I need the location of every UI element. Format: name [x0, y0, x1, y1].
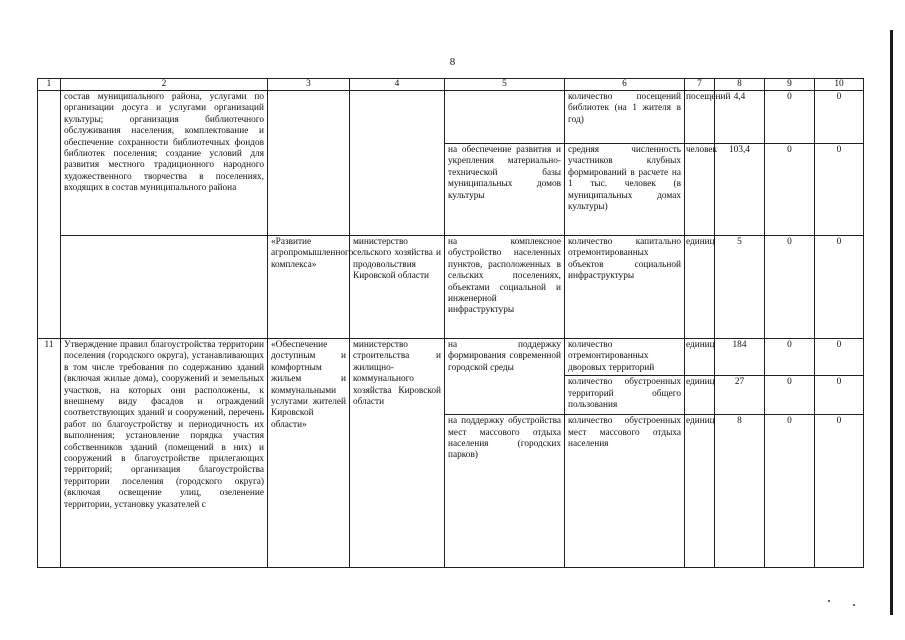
- table-row: [38, 91, 864, 144]
- indicator-cell: количество отремонтированных дворовых территорий: [565, 339, 685, 376]
- program-cell: [268, 91, 350, 236]
- value-cell: 0: [815, 91, 864, 144]
- value-cell: 8: [715, 415, 765, 568]
- table-row: [38, 339, 864, 376]
- indicator-cell: количество посещений библиотек (на 1 жителя в год): [565, 91, 685, 144]
- header-cell: 7: [685, 79, 715, 91]
- purpose-cell: на обеспечение развития и укрепления материально-технической базы муниципальных домов культуры: [445, 144, 565, 236]
- value-cell: 27: [715, 376, 765, 415]
- value-cell: 0: [815, 339, 864, 376]
- purpose-cell: [445, 91, 565, 144]
- unit-cell: единиц: [685, 415, 715, 568]
- value-cell: 103,4: [715, 144, 765, 236]
- value-cell: 0: [765, 339, 815, 376]
- purpose-cell: на комплексное обустройство населенных пунктов, расположенных в сельских поселениях, объектами социальной и инженерной инфраструктуры: [445, 236, 565, 339]
- program-cell: «Обеспечение доступным и комфортным жильем и коммунальными услугами жителей Кировской области»: [268, 339, 350, 568]
- indicator-cell: количество обустроенных мест массового отдыха населения: [565, 415, 685, 568]
- indicator-cell: количество капитально отремонтированных объектов социальной инфраструктуры: [565, 236, 685, 339]
- powers-cell: [61, 236, 268, 339]
- powers-cell: состав муниципального района, услугами по организации досуга и услугами организаций культуры; организация библиотечного обслуживания населения, комплектование и обеспечение сохранности библиотечных фондов библиотек поселения; создание условий для развития местного традиционного народного художественного творчества в поселениях, входящих в состав муниципального района: [61, 91, 268, 236]
- value-cell: 0: [765, 415, 815, 568]
- scan-speck: [853, 604, 855, 606]
- value-cell: 0: [815, 376, 864, 415]
- scan-speck: [828, 600, 830, 602]
- ministry-cell: [350, 91, 445, 236]
- header-cell: 10: [815, 79, 864, 91]
- table-row: [38, 236, 864, 339]
- ministry-cell: министерство сельского хозяйства и продовольствия Кировской области: [350, 236, 445, 339]
- unit-cell: посещений: [685, 91, 715, 144]
- indicators-table: [37, 78, 864, 568]
- header-row: [38, 79, 864, 91]
- value-cell: 0: [815, 144, 864, 236]
- unit-cell: человек: [685, 144, 715, 236]
- page-number: 8: [449, 56, 456, 68]
- value-cell: 0: [765, 236, 815, 339]
- purpose-cell: на поддержку обустройства мест массового отдыха населения (городских парков): [445, 415, 565, 568]
- indicator-cell: количество обустроенных территорий общего пользования: [565, 376, 685, 415]
- powers-cell: Утверждение правил благоустройства территории поселения (городского округа), устанавливающих в том числе требования по содержанию зданий (включая жилые дома), сооружений и земельных участков, на которых они расположены, к внешнему виду фасадов и ограждений соответствующих зданий и сооружений, перечень работ по благоустройству и периодичность их выполнения; установление порядка участия собственников зданий (помещений в них) и сооружений в благоустройстве прилегающих территорий; организация благоустройства территории поселения (городского округа) (включая освещение улиц, озеленение территории, установку указателей с: [61, 339, 268, 568]
- value-cell: 0: [765, 91, 815, 144]
- header-cell: 4: [350, 79, 445, 91]
- header-cell: 9: [765, 79, 815, 91]
- scan-edge-mark: [890, 30, 893, 615]
- unit-cell: единиц: [685, 236, 715, 339]
- header-cell: 1: [38, 79, 61, 91]
- header-cell: 8: [715, 79, 765, 91]
- header-cell: 6: [565, 79, 685, 91]
- value-cell: 0: [765, 144, 815, 236]
- value-cell: 0: [815, 236, 864, 339]
- header-cell: 3: [268, 79, 350, 91]
- value-cell: 184: [715, 339, 765, 376]
- header-cell: 2: [61, 79, 268, 91]
- value-cell: 5: [715, 236, 765, 339]
- value-cell: 4,4: [715, 91, 765, 144]
- row-number-cell: [38, 91, 61, 339]
- purpose-cell: на поддержку формирования современной городской среды: [445, 339, 565, 415]
- program-cell: «Развитие агропромышленного комплекса»: [268, 236, 350, 339]
- indicator-cell: средняя численность участников клубных формирований в расчете на 1 тыс. человек (в муниципальных домах культуры): [565, 144, 685, 236]
- ministry-cell: министерство строительства и жилищно-коммунального хозяйства Кировской области: [350, 339, 445, 568]
- unit-cell: единиц: [685, 376, 715, 415]
- unit-cell: единиц: [685, 339, 715, 376]
- value-cell: 0: [815, 415, 864, 568]
- value-cell: 0: [765, 376, 815, 415]
- header-cell: 5: [445, 79, 565, 91]
- row-number-cell: 11: [38, 339, 61, 568]
